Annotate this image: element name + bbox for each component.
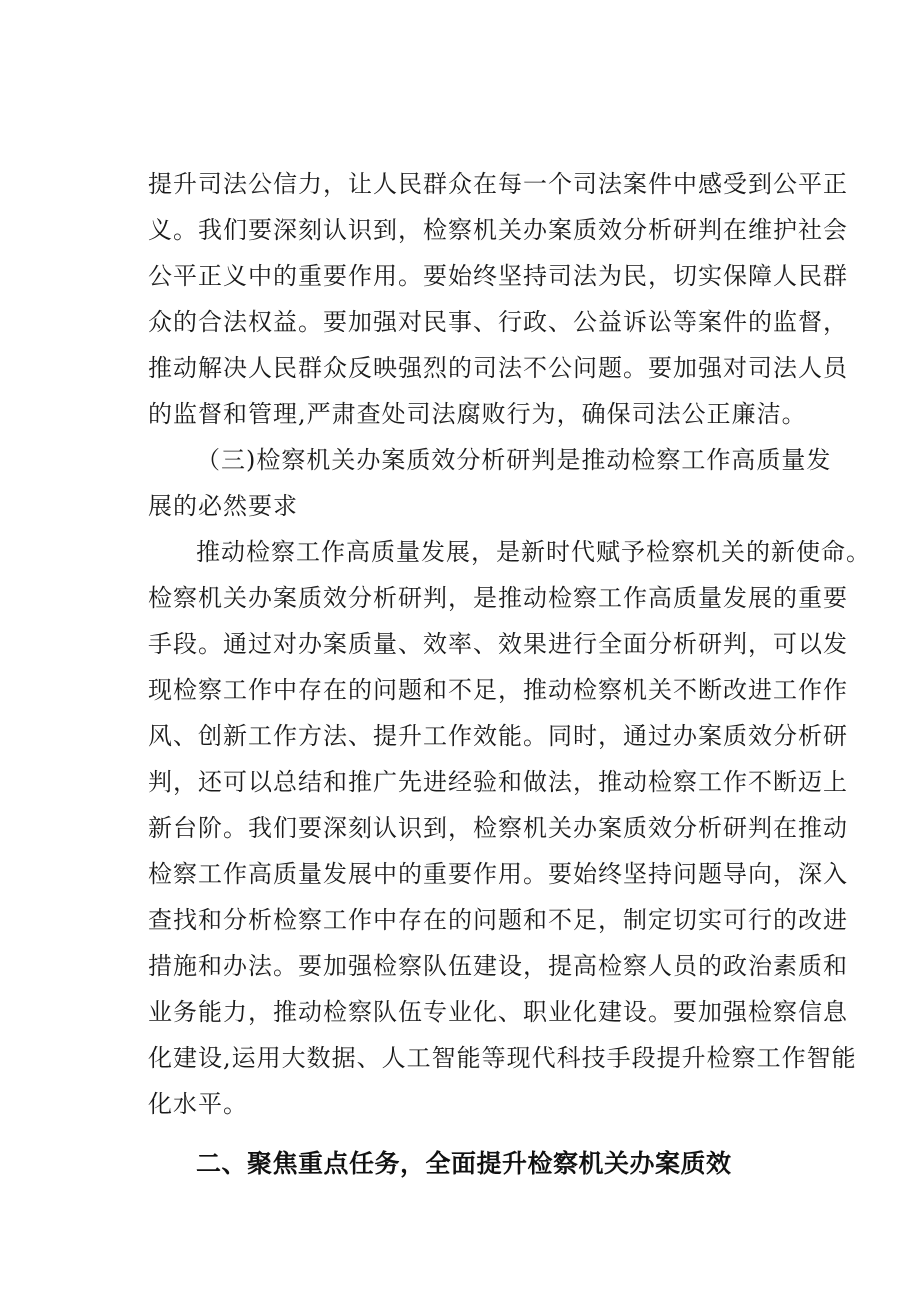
- paragraph-line: 化水平。: [148, 1090, 248, 1118]
- paragraph-line: 检察机关办案质效分析研判，是推动检察工作高质量发展的重要: [148, 584, 848, 612]
- paragraph-line: 公平正义中的重要作用。要始终坚持司法为民，切实保障人民群: [148, 262, 848, 290]
- paragraph-line: 手段。通过对办案质量、效率、效果进行全面分析研判，可以发: [148, 630, 848, 658]
- paragraph-line: 现检察工作中存在的问题和不足，推动检察机关不断改进工作作: [148, 676, 848, 704]
- subheading-line: 展的必然要求: [148, 492, 298, 520]
- paragraph-line: 推动检察工作高质量发展，是新时代赋予检察机关的新使命。: [196, 538, 871, 566]
- section-heading: 二、聚焦重点任务，全面提升检察机关办案质效: [196, 1149, 732, 1178]
- paragraph-line: 义。我们要深刻认识到，检察机关办案质效分析研判在维护社会: [148, 216, 848, 244]
- paragraph-line: 化建设,运用大数据、人工智能等现代科技手段提升检察工作智能: [148, 1044, 857, 1072]
- paragraph-line: 措施和办法。要加强检察队伍建设，提高检察人员的政治素质和: [148, 952, 848, 980]
- paragraph-line: 判，还可以总结和推广先进经验和做法，推动检察工作不断迈上: [148, 768, 848, 796]
- paragraph-line: 新台阶。我们要深刻认识到，检察机关办案质效分析研判在推动: [148, 814, 848, 842]
- paragraph-line: 业务能力，推动检察队伍专业化、职业化建设。要加强检察信息: [148, 998, 848, 1026]
- paragraph-line: 推动解决人民群众反映强烈的司法不公问题。要加强对司法人员: [148, 354, 848, 382]
- paragraph-line: 查找和分析检察工作中存在的问题和不足，制定切实可行的改进: [148, 906, 848, 934]
- paragraph-line: 提升司法公信力，让人民群众在每一个司法案件中感受到公平正: [148, 170, 848, 198]
- paragraph-line: 的监督和管理,严肃查处司法腐败行为，确保司法公正廉洁。: [148, 400, 807, 428]
- subheading-line: （三)检察机关办案质效分析研判是推动检察工作高质量发: [196, 446, 832, 474]
- paragraph-line: 众的合法权益。要加强对民事、行政、公益诉讼等案件的监督，: [148, 308, 848, 336]
- paragraph-line: 风、创新工作方法、提升工作效能。同时，通过办案质效分析研: [148, 722, 848, 750]
- paragraph-line: 检察工作高质量发展中的重要作用。要始终坚持问题导向，深入: [148, 860, 848, 888]
